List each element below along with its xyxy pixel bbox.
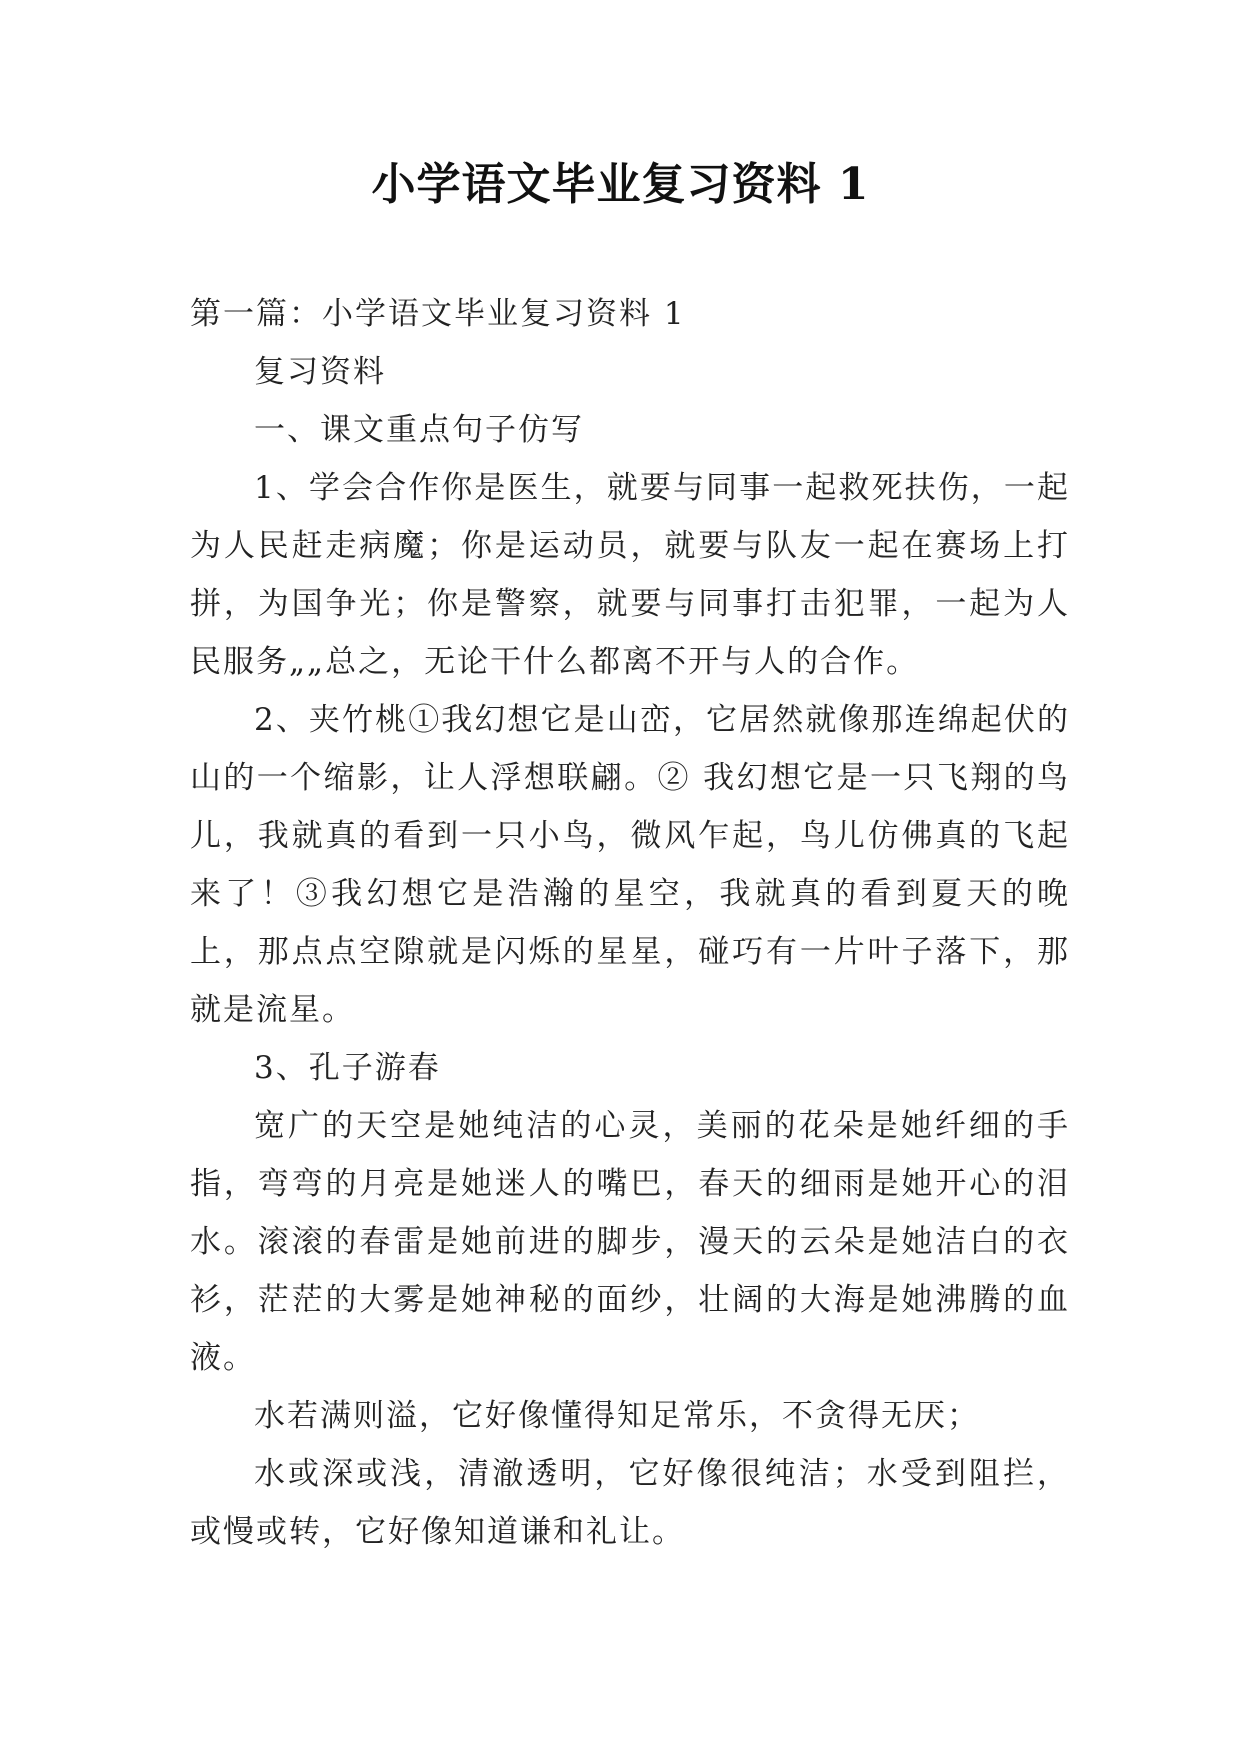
- subheading-review-materials: 复习资料: [254, 354, 386, 390]
- document-title: 小学语文毕业复习资料 1: [371, 159, 870, 210]
- subheading-confucius-spring: 3、孔子游春: [254, 1050, 441, 1086]
- paragraph-oleander: 2、夹竹桃①我幻想它是山峦，它居然就像那连绵起伏的山的一个缩影，让人浮想联翩。② 我幻想它是一只飞翔的鸟儿，我就真的看到一只小鸟，微风乍起，鸟儿仿佛真的飞起来了！③我幻想它是浩瀚的星空，我就真的看到夏天的晚上，那点点空隙就是闪烁的星星，碰巧有一片叶子落下，那就是流星。: [190, 702, 1070, 1028]
- section-heading: 第一篇：小学语文毕业复习资料 1: [190, 296, 686, 332]
- paragraph-water-depth: 水或深或浅，清澈透明，它好像很纯洁；水受到阻拦，或慢或转，它好像知道谦和礼让。: [190, 1456, 1070, 1550]
- paragraph-cooperation: 1、学会合作你是医生，就要与同事一起救死扶伤，一起为人民赶走病魔；你是运动员，就要与队友一起在赛场上打拼，为国争光；你是警察，就要与同事打击犯罪，一起为人民服务„„总之，无论干什么都离不开与人的合作。: [190, 470, 1070, 680]
- paragraph-sky-metaphors: 宽广的天空是她纯洁的心灵，美丽的花朵是她纤细的手指，弯弯的月亮是她迷人的嘴巴，春天的细雨是她开心的泪水。滚滚的春雷是她前进的脚步，漫天的云朵是她洁白的衣衫，茫茫的大雾是她神秘的面纱，壮阔的大海是她沸腾的血液。: [190, 1108, 1070, 1376]
- paragraph-water-overflow: 水若满则溢，它好像懂得知足常乐，不贪得无厌；: [254, 1398, 980, 1434]
- subheading-sentence-imitation: 一、课文重点句子仿写: [254, 412, 584, 448]
- document-body: [190, 285, 1070, 1561]
